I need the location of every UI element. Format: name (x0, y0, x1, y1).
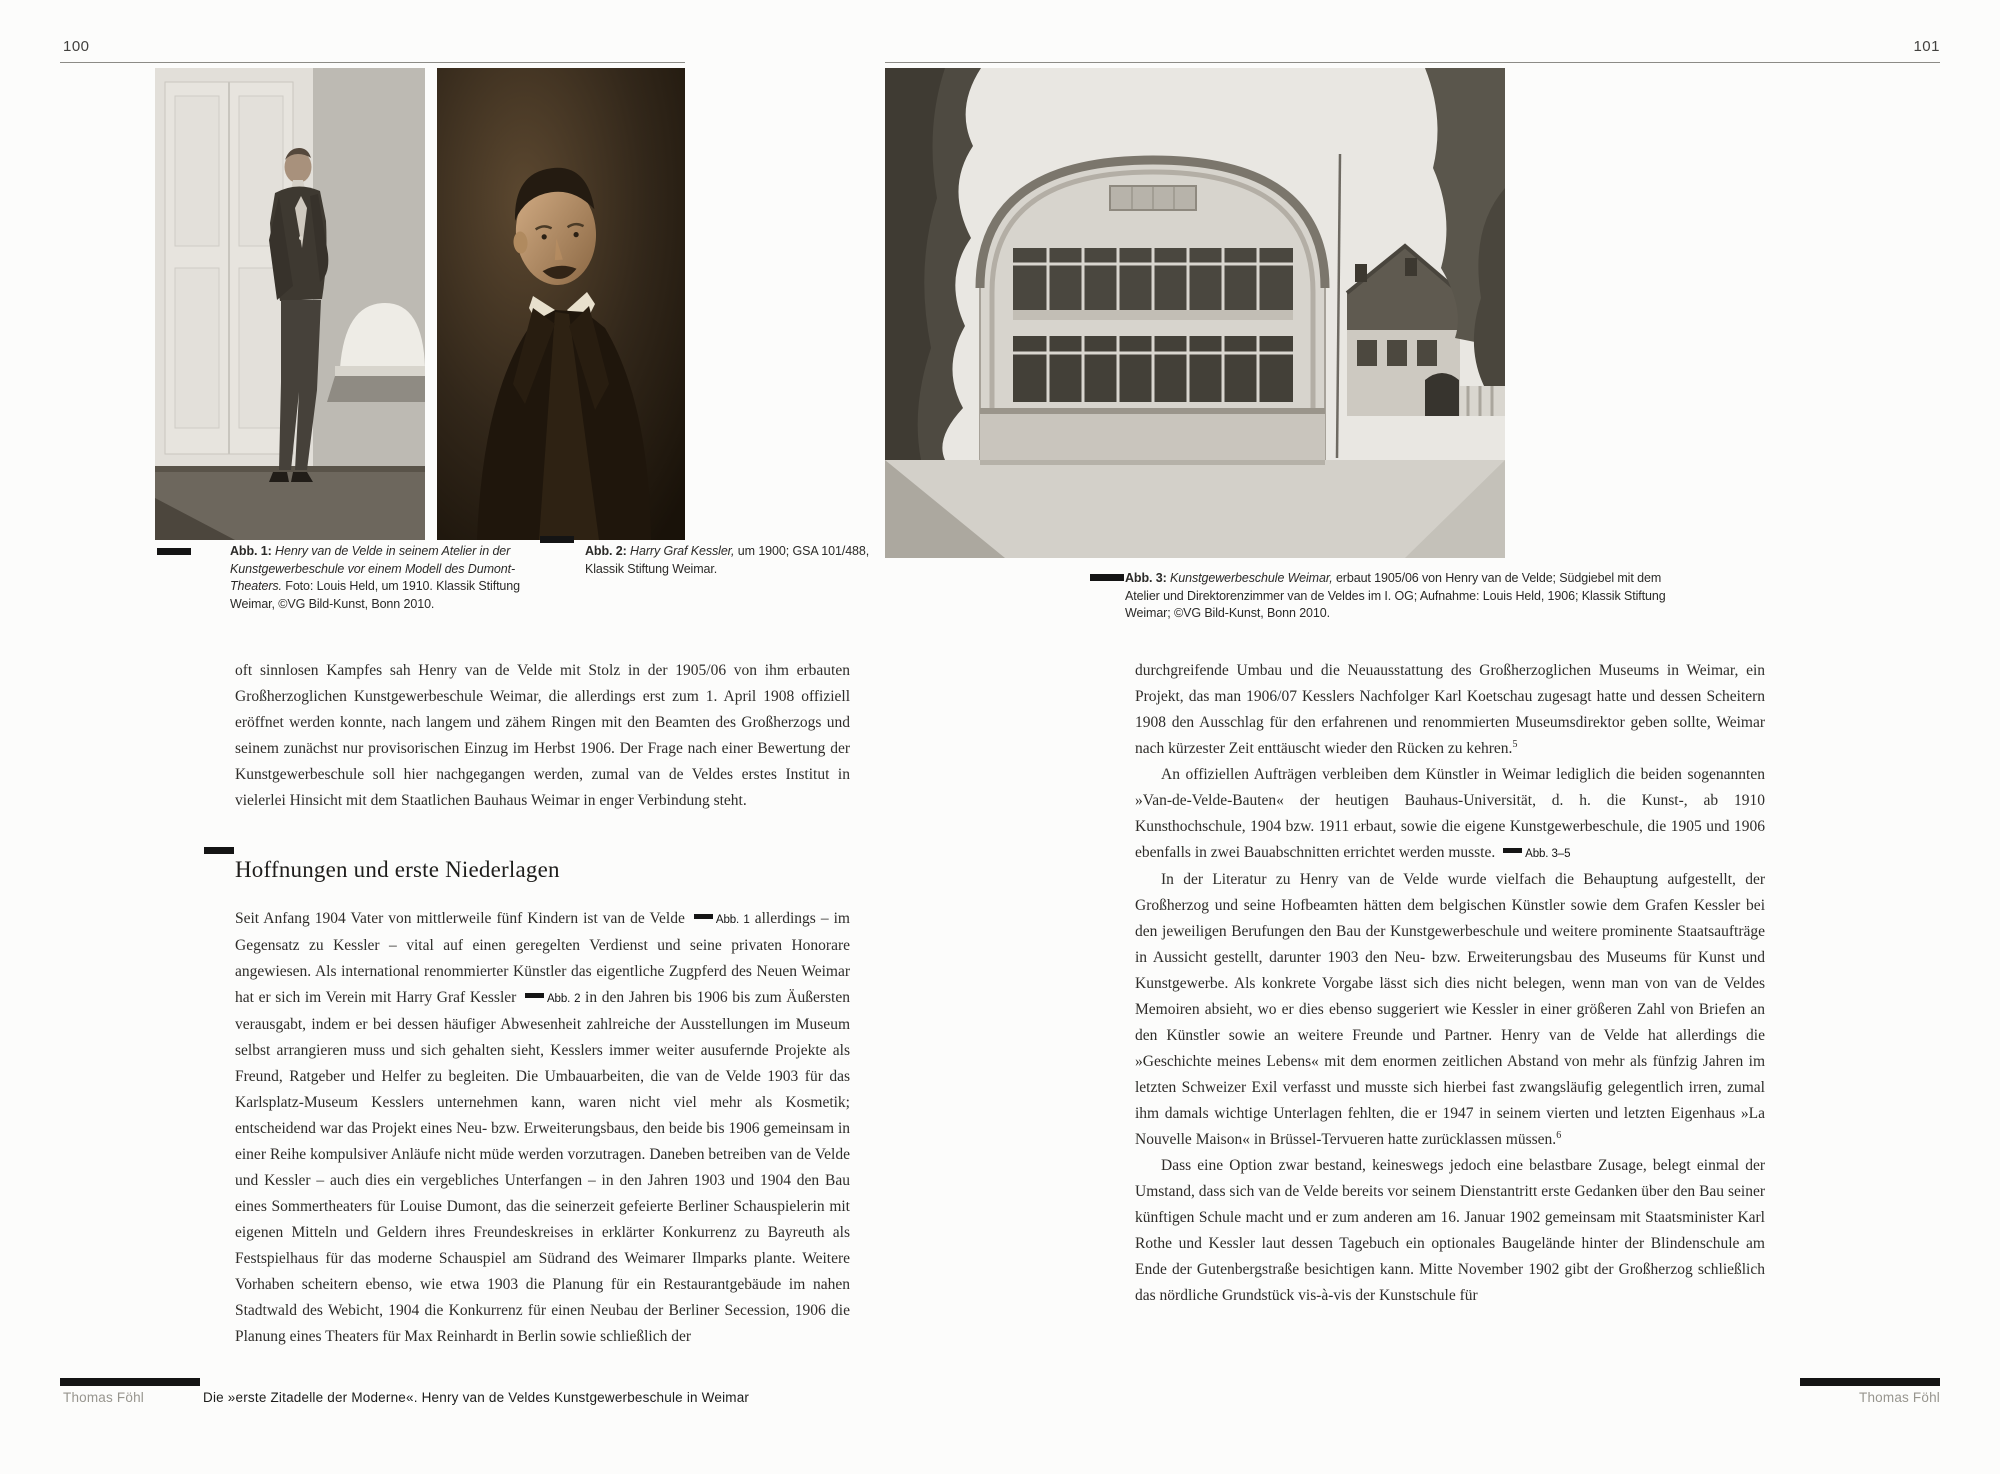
figure-reference: Abb. 1 (690, 914, 750, 926)
figure-reference: Abb. 2 (521, 993, 580, 1005)
photo-kunstgewerbeschule-art (885, 68, 1505, 558)
photo-kunstgewerbeschule (885, 68, 1505, 558)
photo-van-de-velde-atelier (155, 68, 425, 540)
caption-3: Abb. 3: Kunstgewerbeschule Weimar, erbaut 1905/06 von Henry van de Velde; Südgiebel mit dem Atelier und Direktorenzimmer van de Veldes im I. OG; Aufnahme: Louis Held, 1906; Klassik Stiftung Weimar; ©VG Bild-Kunst, Bonn 2010. (1125, 571, 1666, 620)
body-paragraph-3: In der Literatur zu Henry van de Velde wurde vielfach die Behauptung aufgestellt, der Großherzog und seine Hofbeamten hätten dem belgischen Künstler sowie dem Grafen Kessler bei den jeweiligen Berufungen den Bau der Kunstgewerbeschule und weitere prominente Staatsaufträge in Aussicht gestellt, darunter 1903 den Neu- bzw. Erweiterungsbau des Museums für Kunst und Kunstgewerbe. Als konkrete Vorgabe lässt sich dies nicht belegen, wenn man von van de Veldes Memoiren absieht, wo er dies ebenso suggeriert wie Kessler in einer größeren Zahl von Briefen an den Künstler sowie an weitere Freunde und Partner. Henry van de Velde hat allerdings die »Geschichte meines Lebens« mit dem enormen zeitlichen Abstand von mehr als fünfzig Jahren im letzten Schweizer Exil verfasst und musste sich hierbei fast zwangsläufig gelegentlich irren, zumal ihm damals wichtige Unterlagen fehlten, die er 1947 in seinem vierten und letzten Eigenhaus »La Nouvelle Maison« in Brüssel-Tervueren hatte zurücklassen müssen.$^6$ (1135, 871, 1765, 1148)
caption-1: Abb. 1: Henry van de Velde in seinem Atelier in der Kunstgewerbeschule vor einem Modell des Dumont-Theaters. Foto: Louis Held, um 1910. Klassik Stiftung Weimar, ©VG Bild-Kunst, Bonn 2010. (230, 544, 520, 611)
footnote-reference: 6 (1556, 1129, 1562, 1141)
body-paragraph-1: durchgreifende Umbau und die Neuausstattung des Großherzoglichen Museums in Weimar, ein Projekt, das man 1906/07 Kesslers Nachfolger Karl Koetschau zugesagt hatte und dessen Scheitern 1908 den Ausschlag für den erfahrenen und renommierten Museumsdirektor geben sollte, Weimar nach kürzester Zeit enttäuscht wieder den Rücken zu kehren.$^5$ (1135, 662, 1765, 757)
section-heading: Hoffnungen und erste Niederlagen (235, 857, 560, 882)
photo-harry-graf-kessler-art (437, 68, 685, 540)
caption-work-title: Harry Graf Kessler, (630, 544, 735, 558)
photo-harry-graf-kessler (437, 68, 685, 540)
footer-running-title: Die »erste Zitadelle der Moderne«. Henry van de Veldes Kunstgewerbeschule in Weimar (203, 1390, 750, 1405)
caption-marker-bar (1090, 574, 1124, 581)
caption-marker-bar (540, 536, 574, 543)
footnote-reference: 5 (1512, 738, 1518, 750)
top-rule-left (60, 62, 685, 63)
page-number-right: 101 (1913, 38, 1940, 55)
footer-bar-right (1800, 1378, 1940, 1386)
body-paragraph-continued: oft sinnlosen Kampfes sah Henry van de Velde mit Stolz in der 1905/06 von ihm erbauten Großherzoglichen Kunstgewerbeschule Weimar, die allerdings erst zum 1. April 1908 offiziell eröffnet werden konnte, nach langem und zähem Ringen mit den Beamten des Großherzogs und seinem zunächst nur provisorischen Einzug im Herbst 1906. Der Frage nach einer Bewertung der Kunstgewerbeschule soll hier nachgegangen werden, zumal van de Veldes erstes Institut in vielerlei Hinsicht mit dem Staatlichen Bauhaus Weimar in enger Verbindung steht. (235, 662, 850, 809)
top-rule-right (885, 62, 1940, 63)
caption-marker-bar (157, 548, 191, 555)
right-column (1135, 658, 1765, 1309)
footer-author-right: Thomas Föhl (1859, 1390, 1940, 1405)
caption-work-title: Henry van de Velde in seinem Atelier in der Kunstgewerbeschule vor einem Modell des Dumont-Theaters. (230, 544, 516, 593)
section-marker-bar (204, 847, 234, 854)
body-paragraph-main: Seit Anfang 1904 Vater von mittlerweile fünf Kindern ist van de Velde Abb. 1 allerdings – im Gegensatz zu Kessler – vital auf einen geregelten Verdienst und seine privaten Honorare angewiesen. Als international renommierter Künstler das eigentliche Zugpferd des Neuen Weimar hat er sich im Verein mit Harry Graf Kessler Abb. 2 in den Jahren bis 1906 bis zum Äußersten verausgabt, indem er bei dessen häufiger Abwesenheit zahlreiche der Ausstellungen im Museum selbst arrangieren muss und sich gehalten sieht, Kesslers immer weiter ausufernde Projekte als Freund, Ratgeber und Helfer zu begleiten. Die Umbauarbeiten, die van de Velde 1903 für das Karlsplatz-Museum Kesslers unternehmen kann, waren nicht viel mehr als Kosmetik; entscheidend war das Projekt eines Neu- bzw. Erweiterungsbaus, den beide bis 1906 gemeinsam in einer Reihe kompulsiver Anläufe nicht müde werden vorzutragen. Daneben betreiben van de Velde und Kessler – auch dies ein vergebliches Unterfangen – in den Jahren 1903 und 1904 den Bau eines Sommertheaters für Louise Dumont, das die seinerzeit gefeierte Berliner Schauspielerin mit eigenen Mitteln und Geldern ihres Freundeskreises in erklärter Konkurrenz zu Bayreuth als Festspielhaus für das moderne Schauspiel am Südrand des Weimarer Ilmparks plante. Weitere Vorhaben scheitern ebenso, wie etwa 1903 die Planung für ein Restaurantgebäude im nahen Stadtwald des Webicht, 1904 die Konkurrenz für einen Neubau der Berliner Secession, 1906 die Planung eines Theaters für Max Reinhardt in Berlin sowie schließlich der (235, 910, 850, 1345)
photo-van-de-velde-atelier-art (155, 68, 425, 540)
caption-label: Abb. 3: (1125, 571, 1171, 585)
caption-label: Abb. 1: (230, 544, 276, 558)
left-column (235, 658, 850, 814)
caption-work-title: Kunstgewerbeschule Weimar, (1170, 571, 1333, 585)
body-paragraph-4: Dass eine Option zwar bestand, keineswegs jedoch eine belastbare Zusage, belegt einmal der Umstand, dass sich van de Velde bereits vor seinem Dienstantritt erste Gedanken über den Bau seiner künftigen Schule macht und er zum anderen am 16. Januar 1902 gemeinsam mit Staatsminister Karl Rothe und Kessler laut dessen Tagebuch ein optionales Baugelände hinter der Blindenschule am Ende der Gutenbergstraße besichtigen kann. Mitte November 1902 gibt der Großherzog schließlich das nördliche Grundstück vis-à-vis der Kunstschule für (1135, 1157, 1765, 1304)
left-column-main (235, 906, 850, 1350)
page-number-left: 100 (63, 38, 90, 55)
body-paragraph-2: An offiziellen Aufträgen verbleiben dem Künstler in Weimar lediglich die beiden sogenannten »Van-de-Velde-Bauten« der heutigen Bauhaus-Universität, d. h. die Kunst-, ab 1910 Kunsthochschule, 1904 bzw. 1911 erbaut, sowie die eigene Kunstgewerbeschule, die 1905 und 1906 ebenfalls in zwei Bauabschnitten errichtet werden musste. Abb. 3–5 (1135, 766, 1765, 861)
caption-label: Abb. 2: (585, 544, 631, 558)
figure-reference: Abb. 3–5 (1499, 848, 1570, 860)
caption-2: Abb. 2: Harry Graf Kessler, um 1900; GSA 101/488, Klassik Stiftung Weimar. (585, 544, 870, 576)
footer-bar-left (60, 1378, 200, 1386)
footer-author-left: Thomas Föhl (63, 1390, 144, 1405)
